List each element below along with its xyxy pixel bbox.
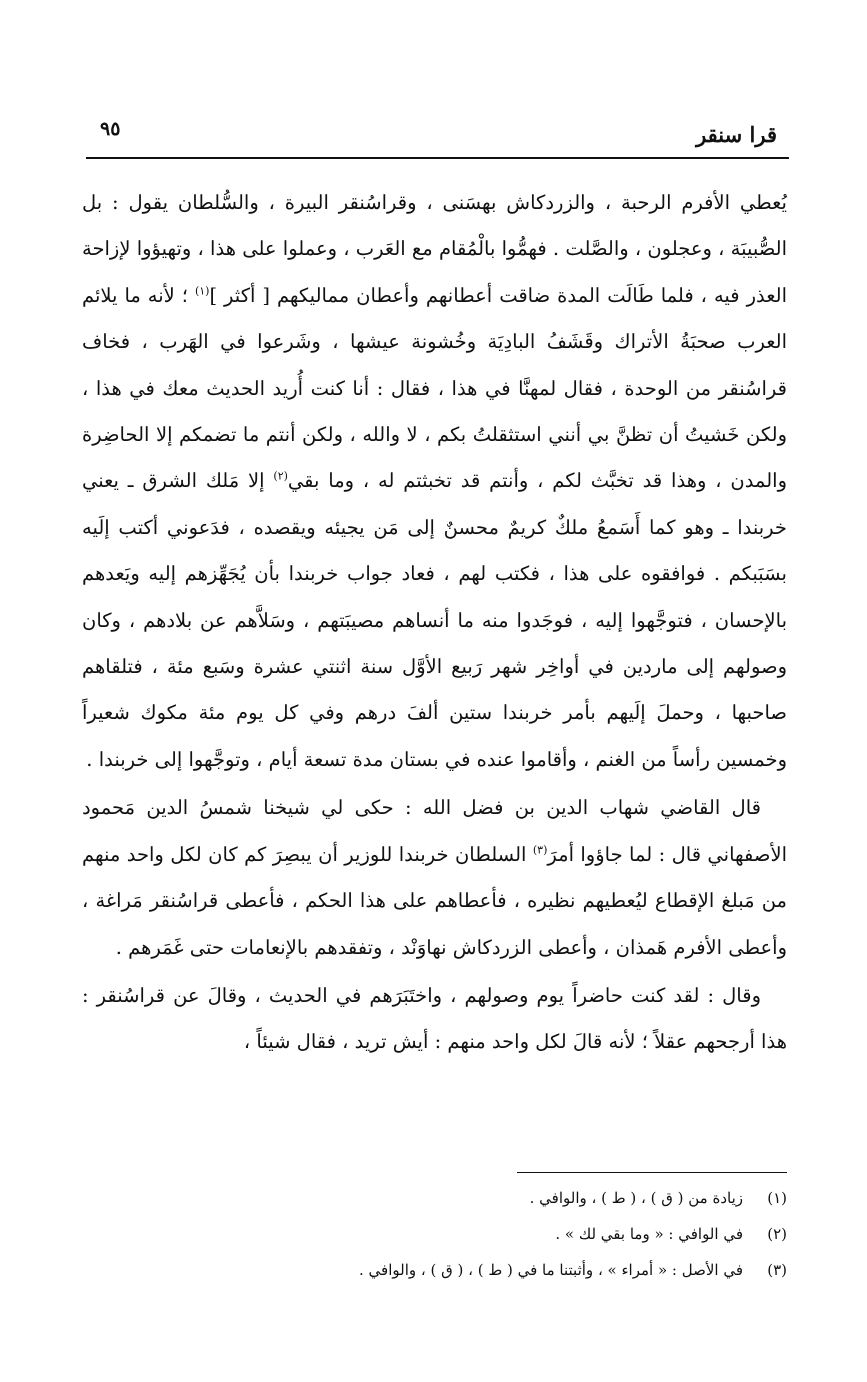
footnote xyxy=(82,1180,787,1216)
footnote-ref-3: (٣) xyxy=(532,843,548,857)
footnote-text: في الأصل : « أمراء » ، وأثبتنا ما في ( ط ) ، ( ق ) ، والوافي . xyxy=(359,1261,743,1279)
footnote xyxy=(82,1216,787,1252)
footnote-rule xyxy=(517,1172,787,1173)
footnote xyxy=(82,1252,787,1288)
footnote-ref-1: (١) xyxy=(194,284,210,298)
footnote-text: زيادة من ( ق ) ، ( ط ) ، والوافي . xyxy=(529,1189,743,1207)
paragraph-2-part-1: قال القاضي شهاب الدين بن فضل الله : حكى لي شيخنا شمسُ الدين مَحمود الأصفهاني قال : لما جاؤوا أمرَ xyxy=(82,796,788,866)
paragraph-1 xyxy=(82,180,787,783)
footnote-number: (٢) xyxy=(767,1225,787,1243)
page-number: ٩٥ xyxy=(100,118,121,140)
footnote-number: (١) xyxy=(767,1189,787,1207)
paragraph-3: وقال : لقد كنت حاضراً يوم وصولهم ، واختَبَرَهم في الحديث ، وقالَ عن قراسُنقر : هذا أرجحهم عقلاً ؛ لأنه قالَ لكل واحد منهم : أيش تريد ، فقال شيئاً ، xyxy=(82,983,787,1054)
paragraph-2-part-2: السلطان خربندا للوزير أن يبصِرَ كم كان لكل واحد منهم من مَبلغ الإقطاع ليُعطيهم نظيره ، فأعطاهم على هذا الحكم ، فأعطى قراسُنقر مَراغة ، وأعطى الأفرم هَمذان ، وأعطى الزردكاش نهاوَنْد ، وتفقدهم بالإنعامات حتى غَمَرهم . xyxy=(82,842,787,959)
paragraph-1-part-1: يُعطي الأفرم الرحبة ، والزردكاش بهسَنى ، وقراسُنقر البيرة ، والسُّلطان يقول : بل الصُّبيبَة ، وعجلون ، والصَّلت . فهمُّوا بالْمُقام مع العَرب ، وعملوا على هذا ، وتهيؤوا لإزاحة العذر فيه ، فلما طَالَت المدة ضاقت أعطانهم وأعطان مماليكهم [ أكثر ] xyxy=(82,191,787,307)
paragraph-2 xyxy=(82,785,787,971)
footnotes xyxy=(82,1180,787,1288)
footnote-number: (٣) xyxy=(767,1261,787,1279)
paragraph-1-part-2: ؛ لأنه ما يلائم العرب صحبَةُ الأتراك وقَشَفُ البادِيَة وخُشونة عيشها ، وشَرعوا في الهَرب ، فخاف قراسُنقر من الوحدة ، فقال لمهنَّا في هذا ، فقال : أنا كنت أُريد الحديث معك في هذا ، ولكن خَشيتُ أن تظنَّ بي أنني استثقلتُ بكم ، لا والله ، ولكن أنتم ما تضمكم إلا الحاضِرة والمدن ، وهذا قد تخبَّث لكم ، وأنتم قد تخبثتم له ، وما بقي xyxy=(82,283,787,493)
footnote-text: في الوافي : « وما بقي لك » . xyxy=(555,1225,743,1243)
paragraph-1-part-3: إلا مَلك الشرق ـ يعني خربندا ـ وهو كما أَسَمعُ ملكٌ كريمٌ محسنٌ إلى مَن يجيئه ويقصده ، فدَعوني أكتب إلَيه بسَبَبكم . فوافقوه على هذا ، فكتب لهم ، فعاد جواب خربندا بأن يُجَهِّزهم إليه ويَعدهم بالإحسان ، فتوجَّهوا إليه ، فوجَدوا منه ما أنساهم مصيبَتهم ، وسَلاَّهم عن بلادهم ، وكان وصولهم إلى ماردين في أواخِر شهر رَبيع الأوَّل سنة اثنتي عشرة وسَبع مئة ، فتلقاهم صاحبها ، وحملَ إلَيهم بأمر خربندا ستين ألفَ درهم وفي كل يوم مئة مكوك شعيراً وخمسين رأساً من الغنم ، وأقاموا عنده في بستان مدة تسعة أيام ، وتوجَّهوا إلى خربندا . xyxy=(82,469,787,771)
footnote-ref-2: (٢) xyxy=(273,469,288,483)
page-header xyxy=(86,112,789,156)
main-text xyxy=(82,180,787,1066)
header-rule xyxy=(86,157,789,159)
running-head: قرا سنقر xyxy=(696,122,777,147)
